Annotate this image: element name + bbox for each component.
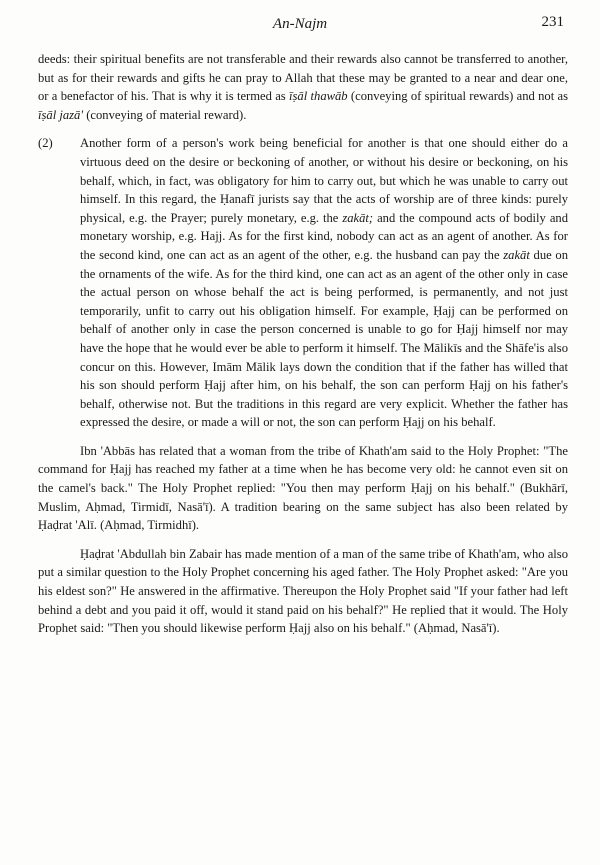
italic-term: īṣāl jazā' [38,107,84,122]
paragraph-number: (2) [38,136,53,151]
paragraph-text: (conveying of material reward). [83,107,247,122]
numbered-paragraph [38,134,568,432]
paragraph-ibn-abbas: Ibn 'Abbās has related that a woman from the tribe of Khath'am said to the Holy Prophet: "The command for Ḥajj has reached my father at a time when he has become very old: he cannot even sit on the camel's back." The Holy Prophet replied: "You then may perform Ḥajj on his behalf." (Bukhārī, Muslim, Aḥmad, Tirmidī, Nasā'ī). A tradition bearing on the same subject has also been related by Ḥaḍrat 'Alī. (Aḥmad, Tirmidhī). [38,443,568,533]
paragraph-continuation [38,50,568,124]
paragraph-abdullah-bin-zabair: Ḥaḍrat 'Abdullah bin Zabair has made mention of a man of the same tribe of Khath'am, who also put a similar question to the Holy Prophet concerning his aged father. The Holy Prophet asked: "Are you his eldest son?" He answered in the affirmative. Thereupon the Holy Prophet said "If your father had left behind a debt and you paid it off, would it stand paid on his behalf?" He replied that it would. The Holy Prophet said: "Then you should likewise perform Ḥajj also on his behalf." (Aḥmad, Nasā'ī). [38,546,568,636]
italic-term: īṣāl thawāb [289,89,348,104]
paragraph-text: and the compound acts of bodily and monetary worship, e.g. Hajj. As for the first kind, nobody can act as an agent of another. As for the second kind, one can act as an agent of the other, e.g. the husband can pay the [80,210,568,262]
paragraph-text: (conveying of spiritual rewards) and not as [347,89,568,104]
paragraph-text: deeds: their spiritual benefits are not transferable and their rewards also cannot be transferred to another, but as for their rewards and gifts he can pray to Allah that these may be granted to a near and dear one, or a benefactor of his. That is why it is termed as [38,52,568,104]
running-title: An-Najm [272,16,328,32]
running-header [0,14,600,36]
paragraph-text: Another form of a person's work being beneficial for another is that one should either do a virtuous deed on the desire or beckoning of another, or without his desire or beckoning, on his behalf, which, in fact, was obligatory for him to carry out, but which he was unable to carry out himself. In this regard, the Ḥanafī jurists say that the acts of worship are of three kinds: purely physical, e.g. the Prayer; purely monetary, e.g. the [80,136,568,225]
paragraph-text: due on the ornaments of the wife. As for the third kind, one can act as an agent of the other only in case the actual person on whose behalf the act is being performed, is permanently, and not just temporarily, unfit to carry out his obligation himself. For example, Ḥajj can be performed on behalf of another only in case the person concerned is unable to go for Ḥajj himself nor may have the hope that he would ever be able to perform it himself. The Mālikīs and the Shāfe'is also concur on this. However, Imām Mālik lays down the condition that if the father has willed that his son should perform Ḥajj after him, on his behalf, the son can perform Ḥajj on his father's behalf, otherwise not. But the traditions in this regard are very explicit. Whether the father has expressed the desire, or made a will or not, the son can perform Ḥajj on his behalf. [80,247,568,430]
page-number: 231 [541,14,564,30]
italic-term: zakāt; [342,210,374,225]
italic-term: zakāt [503,247,530,262]
paragraph-numbered-text [80,134,568,432]
page-body [38,50,568,648]
